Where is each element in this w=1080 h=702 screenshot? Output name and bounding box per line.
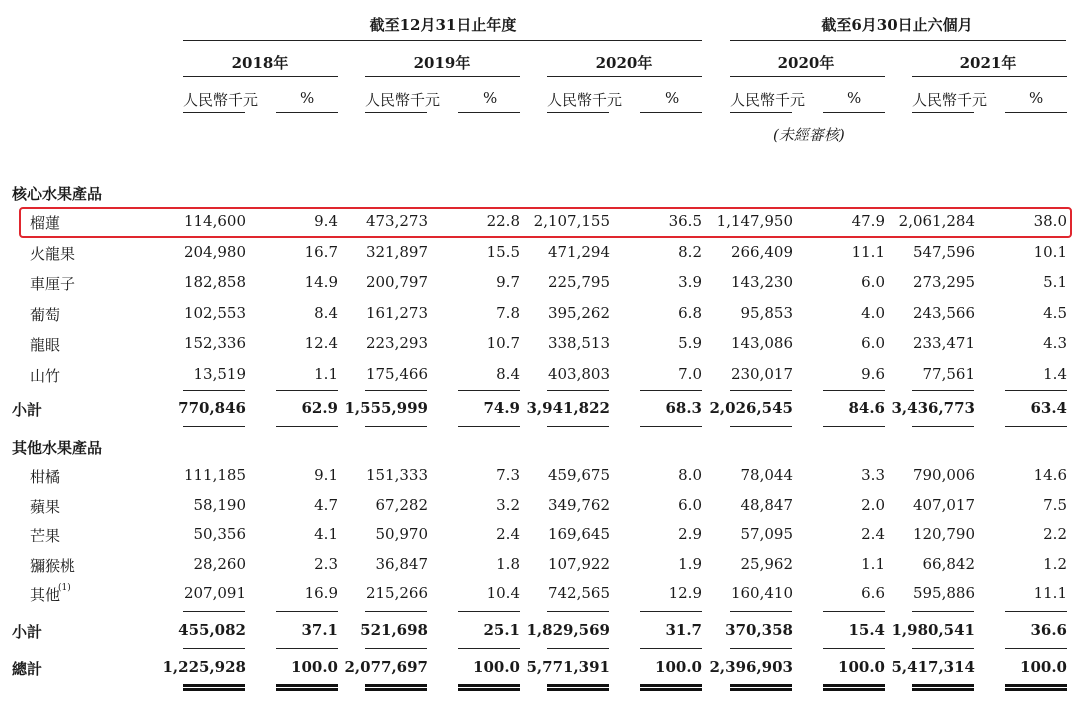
cell: 50,970: [375, 525, 428, 543]
row-label: 車厘子: [30, 275, 76, 293]
cell: 207,091: [183, 584, 246, 602]
cell: 233,471: [912, 334, 975, 352]
cell: 16.9: [304, 584, 338, 602]
cell: 7.3: [496, 466, 520, 484]
sum-rule: [730, 426, 792, 427]
cell: 100.0: [473, 658, 520, 676]
cell: 25.1: [483, 621, 520, 639]
cell: 266,409: [730, 242, 793, 261]
sum-rule: [458, 611, 520, 612]
sum-rule: [640, 611, 702, 612]
year-rule: [547, 76, 702, 77]
table-row: [0, 240, 1080, 266]
year-header-2020-h1: 2020年: [777, 54, 835, 72]
cell: 66,842: [922, 554, 975, 573]
row-label: 總計: [12, 660, 43, 678]
table-row: [0, 331, 1080, 357]
unit-rmb: 人民幣千元: [912, 91, 988, 109]
cell: 100.0: [655, 658, 702, 676]
cell: 3.3: [861, 466, 885, 484]
table-row: [0, 522, 1080, 548]
cell: 31.7: [665, 621, 702, 639]
cell: 2,107,155: [533, 212, 610, 230]
sum-rule: [547, 611, 609, 612]
unit-rule: [365, 112, 427, 113]
sum-rule: [458, 390, 520, 391]
cell: 36.6: [1030, 621, 1067, 639]
cell: 10.1: [1033, 242, 1067, 261]
cell: 4.5: [1043, 303, 1067, 322]
sum-rule: [823, 648, 885, 649]
cell: 14.9: [304, 273, 338, 291]
cell: 4.7: [314, 495, 338, 514]
sum-rule: [1005, 611, 1067, 612]
cell: 521,698: [360, 621, 428, 639]
row-label: 小計: [12, 623, 43, 641]
footnote-marker: (1): [58, 583, 71, 593]
cell: 1,980,541: [891, 621, 975, 639]
sum-rule: [912, 611, 974, 612]
cell: 10.4: [486, 584, 520, 602]
cell: 9.1: [314, 466, 338, 484]
cell: 338,513: [547, 334, 610, 352]
cell: 1.8: [496, 554, 520, 573]
cell: 5,417,314: [891, 658, 975, 676]
cell: 95,853: [740, 303, 793, 322]
table-row: [0, 301, 1080, 327]
row-label: 龍眼: [30, 336, 61, 354]
table-row: [0, 463, 1080, 489]
cell: 243,566: [912, 303, 975, 322]
year-header-2020: 2020年: [595, 54, 653, 72]
section-core-fruits: 核心水果產品: [12, 185, 103, 203]
cell: 7.8: [496, 303, 520, 322]
sum-rule: [183, 426, 245, 427]
cell: 1,555,999: [344, 399, 428, 417]
core-subtotal-row: [0, 396, 1080, 422]
sum-rule: [912, 426, 974, 427]
cell: 8.0: [678, 466, 702, 484]
table-row: [0, 362, 1080, 388]
table-row: [0, 581, 1080, 607]
section-other-fruits: 其他水果產品: [12, 439, 103, 457]
cell: 14.6: [1033, 466, 1067, 484]
cell: 111,185: [183, 466, 246, 484]
sum-rule: [912, 648, 974, 649]
cell: 67,282: [375, 495, 428, 514]
unit-rule: [912, 112, 974, 113]
sum-rule: [640, 390, 702, 391]
cell: 455,082: [178, 621, 246, 639]
cell: 5,771,391: [526, 658, 610, 676]
sum-rule: [365, 390, 427, 391]
grand-total-row: [0, 655, 1080, 681]
cell: 37.1: [301, 621, 338, 639]
cell: 143,230: [730, 273, 793, 291]
sum-rule: [640, 648, 702, 649]
year-header-2021-h1: 2021年: [959, 54, 1017, 72]
sum-rule: [276, 611, 338, 612]
cell: 78,044: [740, 466, 793, 484]
cell: 2,061,284: [898, 212, 975, 230]
sum-rule: [823, 426, 885, 427]
cell: 790,006: [912, 466, 975, 484]
cell: 349,762: [547, 495, 610, 514]
double-rule: [183, 684, 245, 691]
cell: 4.1: [314, 525, 338, 543]
year-header-2019: 2019年: [413, 54, 471, 72]
unit-rmb: 人民幣千元: [183, 91, 259, 109]
unit-pct: %: [1029, 89, 1044, 107]
cell: 62.9: [301, 399, 338, 417]
cell: 8.2: [678, 242, 702, 261]
other-subtotal-row: [0, 618, 1080, 644]
sum-rule: [547, 648, 609, 649]
unit-rule: [1005, 112, 1067, 113]
cell: 1,147,950: [716, 212, 793, 230]
row-label: 獼猴桃: [30, 556, 76, 575]
cell: 161,273: [365, 303, 428, 322]
sum-rule: [730, 390, 792, 391]
sum-rule: [1005, 426, 1067, 427]
unit-rule: [730, 112, 792, 113]
unit-pct: %: [300, 89, 315, 107]
double-rule: [276, 684, 338, 691]
cell: 1.2: [1043, 554, 1067, 573]
cell: 36,847: [375, 554, 428, 573]
cell: 1,829,569: [526, 621, 610, 639]
cell: 120,790: [912, 525, 975, 543]
cell: 2.2: [1043, 525, 1067, 543]
cell: 4.3: [1043, 334, 1067, 352]
cell: 47.9: [851, 212, 885, 230]
sum-rule: [547, 390, 609, 391]
cell: 370,358: [725, 621, 793, 639]
year-header-2018: 2018年: [231, 54, 289, 72]
double-rule: [1005, 684, 1067, 691]
cell: 3,941,822: [526, 399, 610, 417]
cell: 395,262: [547, 303, 610, 322]
cell: 407,017: [912, 495, 975, 514]
year-rule: [365, 76, 520, 77]
cell: 25,962: [740, 554, 793, 573]
cell: 1.9: [678, 554, 702, 573]
cell: 2.4: [861, 525, 885, 543]
year-rule: [730, 76, 885, 77]
cell: 3,436,773: [891, 399, 975, 417]
cell: 58,190: [193, 495, 246, 514]
cell: 230,017: [730, 364, 793, 383]
year-rule: [183, 76, 338, 77]
cell: 12.9: [668, 584, 702, 602]
cell: 3.2: [496, 495, 520, 514]
cell: 15.5: [486, 242, 520, 261]
cell: 100.0: [1020, 658, 1067, 676]
cell: 100.0: [291, 658, 338, 676]
unit-rule: [640, 112, 702, 113]
cell: 215,266: [365, 584, 428, 602]
cell: 2.4: [496, 525, 520, 543]
cell: 7.0: [678, 364, 702, 383]
cell: 57,095: [740, 525, 793, 543]
cell: 16.7: [304, 242, 338, 261]
cell: 50,356: [193, 525, 246, 543]
cell: 200,797: [365, 273, 428, 291]
unit-pct: %: [665, 89, 680, 107]
cell: 6.0: [861, 273, 885, 291]
cell: 6.6: [861, 584, 885, 602]
cell: 595,886: [912, 584, 975, 602]
double-rule: [547, 684, 609, 691]
cell: 68.3: [665, 399, 702, 417]
cell: 143,086: [730, 334, 793, 352]
table-row: [0, 552, 1080, 578]
cell: 15.4: [848, 621, 885, 639]
cell: 6.8: [678, 303, 702, 322]
cell: 2.3: [314, 554, 338, 573]
cell: 742,565: [547, 584, 610, 602]
sum-rule: [183, 611, 245, 612]
sum-rule: [458, 426, 520, 427]
cell: 48,847: [740, 495, 793, 514]
sum-rule: [547, 426, 609, 427]
row-label: 其他: [30, 586, 61, 604]
cell: 182,858: [183, 273, 246, 291]
cell: 22.8: [486, 212, 520, 230]
unit-pct: %: [847, 89, 862, 107]
sum-rule: [276, 390, 338, 391]
row-label: 榴蓮: [30, 214, 61, 232]
group-header-full-year: 截至12月31日止年度: [369, 16, 517, 34]
sum-rule: [276, 648, 338, 649]
unit-pct: %: [483, 89, 498, 107]
sum-rule: [365, 611, 427, 612]
sum-rule: [183, 648, 245, 649]
sum-rule: [183, 390, 245, 391]
cell: 77,561: [922, 364, 975, 383]
cell: 1.4: [1043, 364, 1067, 383]
cell: 175,466: [365, 364, 428, 383]
cell: 1.1: [314, 364, 338, 383]
cell: 7.5: [1043, 495, 1067, 514]
cell: 114,600: [183, 212, 246, 230]
cell: 12.4: [304, 334, 338, 352]
cell: 13,519: [193, 364, 246, 383]
cell: 1.1: [861, 554, 885, 573]
cell: 770,846: [178, 399, 246, 417]
sum-rule: [730, 611, 792, 612]
table-row: [0, 493, 1080, 519]
cell: 1,225,928: [162, 658, 246, 676]
cell: 9.6: [861, 364, 885, 383]
sum-rule: [276, 426, 338, 427]
sum-rule: [823, 390, 885, 391]
row-label: 小計: [12, 401, 43, 419]
sum-rule: [730, 648, 792, 649]
cell: 9.7: [496, 273, 520, 291]
cell: 321,897: [365, 242, 428, 261]
double-rule: [730, 684, 792, 691]
sum-rule: [1005, 648, 1067, 649]
sum-rule: [458, 648, 520, 649]
cell: 403,803: [547, 364, 610, 383]
cell: 5.9: [678, 334, 702, 352]
row-label: 柑橘: [30, 468, 61, 486]
cell: 11.1: [851, 242, 885, 261]
unit-rule: [183, 112, 245, 113]
double-rule: [640, 684, 702, 691]
cell: 2,026,545: [709, 399, 793, 417]
cell: 459,675: [547, 466, 610, 484]
cell: 8.4: [496, 364, 520, 383]
cell: 11.1: [1033, 584, 1067, 602]
row-label: 葡萄: [30, 305, 61, 324]
group-rule-half-year: [730, 40, 1066, 41]
cell: 6.0: [678, 495, 702, 514]
cell: 2,077,697: [344, 658, 428, 676]
sum-rule: [365, 648, 427, 649]
row-label: 芒果: [30, 527, 61, 545]
cell: 169,645: [547, 525, 610, 543]
unit-rmb: 人民幣千元: [547, 91, 623, 109]
table-row: [0, 270, 1080, 296]
year-rule: [912, 76, 1067, 77]
cell: 28,260: [193, 554, 246, 573]
cell: 107,922: [547, 554, 610, 573]
cell: 160,410: [730, 584, 793, 602]
cell: 6.0: [861, 334, 885, 352]
group-header-half-year: 截至6月30日止六個月: [821, 16, 973, 34]
unaudited-note: (未經審核): [773, 126, 845, 144]
unit-rmb: 人民幣千元: [365, 91, 441, 109]
sum-rule: [823, 611, 885, 612]
double-rule: [458, 684, 520, 691]
cell: 2.9: [678, 525, 702, 543]
cell: 225,795: [547, 273, 610, 291]
cell: 3.9: [678, 273, 702, 291]
cell: 473,273: [365, 212, 428, 230]
cell: 2.0: [861, 495, 885, 514]
unit-rmb: 人民幣千元: [730, 91, 806, 109]
cell: 102,553: [183, 303, 246, 322]
cell: 36.5: [668, 212, 702, 230]
group-rule-full-year: [183, 40, 702, 41]
cell: 5.1: [1043, 273, 1067, 291]
row-label: 山竹: [30, 366, 61, 385]
sum-rule: [1005, 390, 1067, 391]
double-rule: [365, 684, 427, 691]
unit-rule: [458, 112, 520, 113]
cell: 100.0: [838, 658, 885, 676]
cell: 74.9: [483, 399, 520, 417]
cell: 9.4: [314, 212, 338, 230]
cell: 4.0: [861, 303, 885, 322]
cell: 204,980: [183, 242, 246, 261]
double-rule: [823, 684, 885, 691]
cell: 10.7: [486, 334, 520, 352]
sum-rule: [912, 390, 974, 391]
sum-rule: [640, 426, 702, 427]
double-rule: [912, 684, 974, 691]
cell: 547,596: [912, 242, 975, 261]
cell: 273,295: [912, 273, 975, 291]
cell: 151,333: [365, 466, 428, 484]
cell: 8.4: [314, 303, 338, 322]
cell: 152,336: [183, 334, 246, 352]
cell: 63.4: [1030, 399, 1067, 417]
cell: 471,294: [547, 242, 610, 261]
cell: 2,396,903: [709, 658, 793, 676]
cell: 84.6: [848, 399, 885, 417]
unit-rule: [823, 112, 885, 113]
table-row: [0, 209, 1080, 235]
cell: 38.0: [1033, 212, 1067, 230]
sum-rule: [365, 426, 427, 427]
unit-rule: [547, 112, 609, 113]
cell: 223,293: [365, 334, 428, 352]
unit-rule: [276, 112, 338, 113]
row-label: 火龍果: [30, 244, 76, 263]
row-label: 蘋果: [30, 497, 61, 516]
